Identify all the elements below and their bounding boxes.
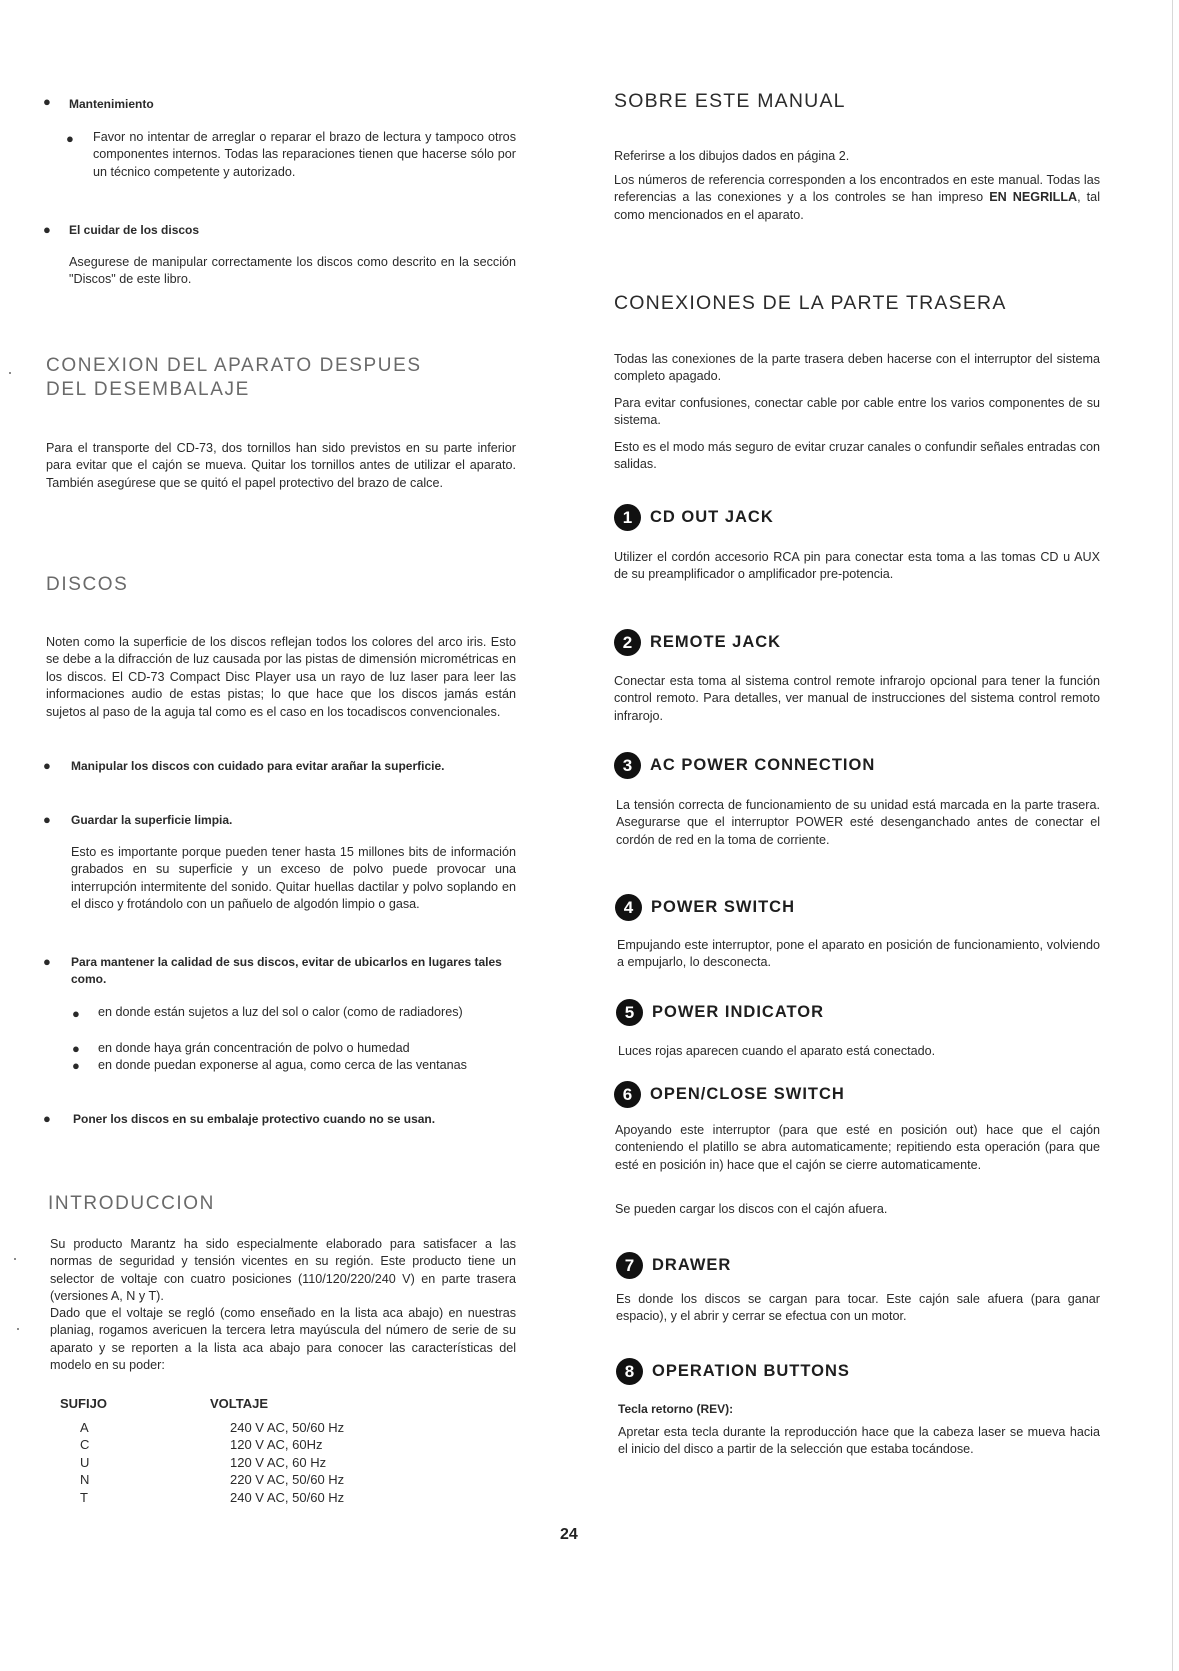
item-text: Conectar esta toma al sistema control remote infrarojo opcional para tener la función control remoto. Para detalles, ver manual de instrucciones del sistema control remoto infrarojo. bbox=[614, 674, 1100, 723]
number-4-icon: 4 bbox=[615, 894, 642, 921]
scan-speck bbox=[9, 372, 11, 374]
number-5-icon: 5 bbox=[616, 999, 643, 1026]
care-heading: El cuidar de los discos bbox=[69, 223, 200, 237]
number-1-icon: 1 bbox=[614, 504, 641, 531]
page-edge-line bbox=[1172, 0, 1173, 1671]
bullet-icon: ● bbox=[43, 812, 51, 827]
discs-text: Noten como la superficie de los discos reflejan todos los colores del arco iris. Esto se debe a la difracción de luz causada por las pistas de dimensión micrométricas en los discos. El CD-73 Compact Disc Player usa un rayo de luz laser para leer las informaciones audio de estas pistas; lo que hace que los discos jamás están sujetos al paso de la aguja tal como es el caso en los tocadiscos convencionales. bbox=[46, 635, 516, 719]
table-header-voltage: VOLTAJE bbox=[210, 1396, 269, 1411]
bullet-icon: ● bbox=[43, 94, 51, 109]
table-header-row bbox=[60, 1395, 460, 1413]
item-text-extra: Se pueden cargar los discos con el cajón afuera. bbox=[615, 1202, 888, 1216]
table-cell-voltage: 240 V AC, 50/60 Hz bbox=[230, 1419, 345, 1435]
item-heading bbox=[616, 1252, 731, 1279]
table-row bbox=[60, 1454, 460, 1472]
item-title: AC POWER CONNECTION bbox=[650, 756, 876, 774]
bullet-icon: ● bbox=[43, 954, 51, 969]
number-8-icon: 8 bbox=[616, 1358, 643, 1385]
page-number: 24 bbox=[560, 1526, 578, 1543]
table-cell-voltage: 220 V AC, 50/60 Hz bbox=[230, 1472, 345, 1487]
number-7-icon: 7 bbox=[616, 1252, 643, 1279]
storage-item-dust: en donde haya grán concentración de polvo o humedad bbox=[98, 1041, 410, 1055]
bullet-icon: ● bbox=[43, 758, 51, 773]
discs-bullet-clean: Guardar la superficie limpia. bbox=[71, 813, 233, 827]
item-heading bbox=[616, 999, 824, 1026]
item-text: La tensión correcta de funcionamiento de su unidad está marcada en la parte trasera. Asegurarse que el interruptor POWER esté desenganchado antes de conectar el cordón de red en la toma de corriente. bbox=[616, 798, 1100, 847]
item-text: Empujando este interruptor, pone el aparato en posición de funcionamiento, volviendo a empujarlo, lo desconecta. bbox=[617, 938, 1100, 970]
rear-text-safety: Esto es el modo más seguro de evitar cruzar canales o confundir señales entradas con salidas. bbox=[614, 440, 1100, 472]
bullet-icon: ● bbox=[66, 131, 74, 146]
table-cell-suffix: A bbox=[80, 1419, 89, 1435]
scan-speck bbox=[14, 1258, 16, 1260]
discs-bullet-packaging: Poner los discos en su embalaje protectivo cuando no se usan. bbox=[73, 1112, 436, 1126]
item-heading bbox=[614, 504, 774, 531]
item-text: Utilizer el cordón accesorio RCA pin para conectar esta toma a las tomas CD u AUX de su preamplificador o amplificador pre-potencia. bbox=[614, 550, 1100, 582]
item-text: Apoyando este interruptor (para que esté en posición out) hace que el cajón conteniendo el platillo se abra automaticamente; repitiendo esta operación (para que esté en posición in) hace que el cajón se cierre automaticamente. bbox=[615, 1123, 1100, 1172]
discs-clean-text: Esto es importante porque pueden tener hasta 15 millones bits de información grabados en su superficie y un exceso de polvo puede provocar una interrupción intermitente del sonido. Quitar huellas dactilar y polvo soplando en el disco y frotándolo con un pañuelo de algodón limpio o gasa. bbox=[71, 845, 516, 912]
table-row bbox=[60, 1436, 460, 1454]
bullet-icon: ● bbox=[72, 1006, 80, 1021]
manual-heading: SOBRE ESTE MANUAL bbox=[614, 90, 846, 112]
table-row bbox=[60, 1489, 460, 1507]
manual-text-references-b: , tal como mencionados en el aparato. bbox=[614, 190, 1100, 222]
item-heading bbox=[615, 894, 795, 921]
table-cell-suffix: C bbox=[80, 1437, 90, 1452]
item-title: POWER INDICATOR bbox=[652, 1003, 825, 1021]
manual-text-references-a: Los números de referencia corresponden a los encontrados en este manual. Todas las referencias a las conexiones y a los controles se han impreso bbox=[614, 173, 1100, 205]
care-text: Asegurese de manipular correctamente los discos como descrito en la sección "Discos" de este libro. bbox=[69, 255, 516, 287]
item-title: REMOTE JACK bbox=[650, 633, 782, 651]
bullet-icon: ● bbox=[72, 1058, 80, 1073]
item-title: DRAWER bbox=[652, 1256, 732, 1274]
discs-bullet-storage: Para mantener la calidad de sus discos, evitar de ubicarlos en lugares tales como. bbox=[71, 955, 502, 986]
discs-heading: DISCOS bbox=[46, 574, 129, 595]
rear-heading: CONEXIONES DE LA PARTE TRASERA bbox=[614, 292, 1007, 314]
number-2-icon: 2 bbox=[614, 629, 641, 656]
item-text: Apretar esta tecla durante la reproducción hace que la cabeza laser se mueva hacia el inicio del disco a partir de la selección que estaba tocándose. bbox=[618, 1425, 1100, 1457]
table-cell-suffix: T bbox=[80, 1489, 88, 1505]
manual-text-references bbox=[614, 172, 1100, 224]
connection-text: Para el transporte del CD-73, dos tornillos han sido previstos en su parte inferior para evitar que el cajón se mueva. Quitar los tornillos antes de utilizar el aparato. También asegúrese que se quitó el papel protectivo del brazo de calce. bbox=[46, 441, 516, 490]
item-title: CD OUT JACK bbox=[650, 508, 774, 526]
item-heading bbox=[614, 1081, 845, 1108]
scan-speck bbox=[17, 1328, 19, 1330]
intro-heading: INTRODUCCION bbox=[48, 1193, 215, 1214]
connection-heading bbox=[46, 354, 516, 402]
item-title: OPERATION BUTTONS bbox=[652, 1362, 850, 1380]
storage-item-heat: en donde están sujetos a luz del sol o calor (como de radiadores) bbox=[98, 1005, 463, 1019]
table-cell-voltage: 120 V AC, 60Hz bbox=[230, 1437, 323, 1452]
manual-text-bold: EN NEGRILLA bbox=[989, 190, 1078, 205]
connection-heading-line2: DEL DESEMBALAJE bbox=[46, 379, 250, 400]
table-header-suffix: SUFIJO bbox=[60, 1396, 107, 1411]
item-text: Luces rojas aparecen cuando el aparato está conectado. bbox=[618, 1044, 936, 1058]
rear-text-cable: Para evitar confusiones, conectar cable por cable entre los varios componentes de su sistema. bbox=[614, 396, 1100, 428]
item-heading bbox=[614, 752, 875, 779]
item-heading bbox=[614, 629, 781, 656]
storage-item-water: en donde puedan exponerse al agua, como cerca de las ventanas bbox=[98, 1058, 467, 1072]
table-row bbox=[60, 1419, 460, 1437]
item-text: Es donde los discos se cargan para tocar. Este cajón sale afuera (para ganar espacio), y el abrir y cerrar se efectua con un motor. bbox=[616, 1292, 1100, 1324]
table-cell-voltage: 240 V AC, 50/60 Hz bbox=[230, 1489, 345, 1505]
number-6-icon: 6 bbox=[614, 1081, 641, 1108]
bullet-icon: ● bbox=[43, 1111, 51, 1126]
item-title: OPEN/CLOSE SWITCH bbox=[650, 1085, 845, 1103]
maintenance-text: Favor no intentar de arreglar o reparar el brazo de lectura y tampoco otros componentes internos. Todas las reparaciones tienen que hacerse sólo por un técnico competente y autorizado. bbox=[93, 130, 516, 179]
item-subheading: Tecla retorno (REV): bbox=[618, 1402, 734, 1416]
table-cell-suffix: N bbox=[80, 1472, 90, 1487]
voltage-table bbox=[60, 1395, 460, 1506]
bullet-icon: ● bbox=[72, 1041, 80, 1056]
connection-heading-line1: CONEXION DEL APARATO DESPUES bbox=[46, 355, 422, 376]
intro-text-voltage: Su producto Marantz ha sido especialmente elaborado para satisfacer a las normas de seguridad y tensión vicentes en su región. Este producto tiene un selector de voltaje con cuatro posiciones (110/120/220/240 V) en parte trasera (versiones A, N y T). bbox=[50, 1237, 516, 1304]
intro-text-serial: Dado que el voltaje se regló (como enseñado en la lista aca abajo) en nuestras planiag, rogamos avericuen la tercera letra mayúscula del número de serie de su aparato y se reporten a la lista aca abajo para conocer las características del modelo en su poder: bbox=[50, 1306, 516, 1373]
discs-bullet-handle: Manipular los discos con cuidado para evitar arañar la superficie. bbox=[71, 759, 445, 773]
item-heading bbox=[616, 1358, 850, 1385]
number-3-icon: 3 bbox=[614, 752, 641, 779]
item-title: POWER SWITCH bbox=[651, 898, 795, 916]
table-cell-voltage: 120 V AC, 60 Hz bbox=[230, 1454, 327, 1470]
table-row bbox=[60, 1471, 460, 1489]
manual-text-drawings: Referirse a los dibujos dados en página 2. bbox=[614, 149, 850, 163]
maintenance-heading: Mantenimiento bbox=[69, 97, 154, 111]
rear-text-power-off: Todas las conexiones de la parte trasera deben hacerse con el interruptor del sistema completo apagado. bbox=[614, 352, 1100, 384]
bullet-icon: ● bbox=[43, 222, 51, 237]
table-cell-suffix: U bbox=[80, 1454, 90, 1470]
